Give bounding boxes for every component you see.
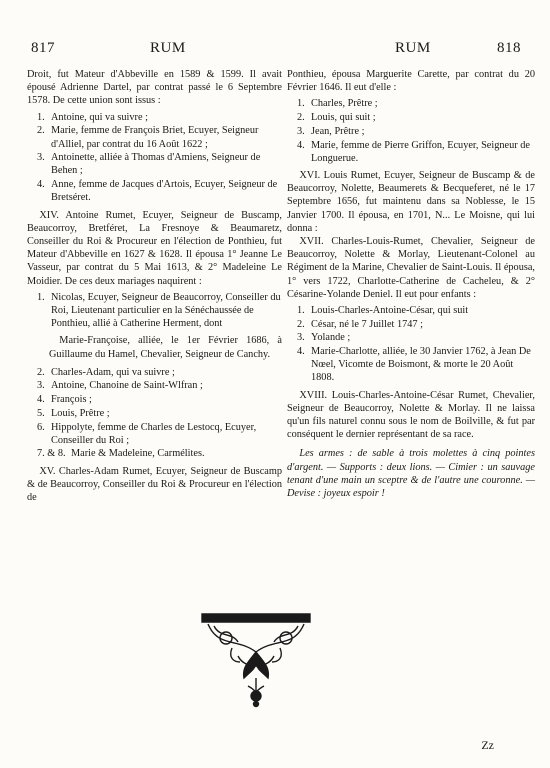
generation-xviii-paragraph: XVIII. Louis-Charles-Antoine-César Rumet, Chevalier, Seigneur de Beaucorroy, Nolette & Morlay. Il ne laissa qu'un fils naturel connu sous le nom de Boilville, & fut par conséquent le dernier représentant de sa race.	[287, 389, 535, 441]
list-item: 6. Hippolyte, femme de Charles de Lestocq, Ecuyer, Conseiller du Roi ;	[37, 421, 257, 446]
grandchild-entry: Marie-Françoise, alliée, le 1er Février 1686, à Guillaume du Hamel, Chevalier, Seigneur de Canchy.	[49, 335, 282, 360]
right-page-number: 818	[497, 40, 521, 56]
list-item: 2. Louis, qui suit ;	[297, 112, 376, 124]
left-column	[27, 68, 282, 504]
list-item: 3. Antoinette, alliée à Thomas d'Amiens, Seigneur de Behen ;	[37, 152, 261, 177]
children-list-3	[287, 97, 535, 165]
right-column	[287, 68, 535, 500]
generation-xiv-paragraph: XIV. Antoine Rumet, Ecuyer, Seigneur de Buscamp, Beaucorroy, Bretféret, La Fresnoye & Beaumaretz, Conseiller du Roi & Procureur en l'élection de Ponthieu, fut Mateur d'Abbeville en 1627 & 1628. Il épousa 1° Jeanne Le Vasseur, par contrat du 5 Mai 1613, & 2° Madeleine Le Moidier. De ces deux mariages naquirent :	[27, 209, 282, 287]
right-running-title: RUM	[395, 40, 431, 56]
left-page-number: 817	[31, 40, 55, 56]
list-item: 1. Louis-Charles-Antoine-César, qui suit	[297, 304, 469, 316]
left-intro-paragraph: Droit, fut Mateur d'Abbeville en 1589 & 1599. Il avait épousé Adrienne Dartel, par contrat passé le 6 Septembre 1578. De cette union sont issus :	[27, 69, 282, 107]
list-item: 7. & 8. Marie & Madeleine, Carmélites.	[37, 448, 205, 460]
list-item: 1. Antoine, qui va suivre ;	[37, 111, 148, 123]
children-list-1	[27, 111, 282, 205]
list-item: 1. Nicolas, Ecuyer, Seigneur de Beaucorroy, Conseiller du Roi, Lieutenant particulier en la Sénéchaussée de Ponthieu, allié à Catherine Herment, dont	[37, 291, 281, 330]
list-item: 4. Marie-Charlotte, alliée, le 30 Janvier 1762, à Jean De Nœel, Vicomte de Boismont, & morte le 20 Août 1808.	[297, 346, 531, 384]
list-item: 2. César, né le 7 Juillet 1747 ;	[297, 318, 423, 330]
coat-of-arms-paragraph: Les armes : de sable à trois molettes à cinq pointes d'argent. — Supports : deux lions. — Cimier : un sauvage tenant d'une main un sceptre & de l'autre une couronne. — Devise : joyeux espoir !	[287, 448, 535, 500]
left-running-title: RUM	[150, 40, 186, 56]
list-item: 4. Anne, femme de Jacques d'Artois, Ecuyer, Seigneur de Bretséret.	[37, 179, 278, 204]
list-item: 1. Charles, Prêtre ;	[297, 98, 378, 110]
list-item: 3. Yolande ;	[297, 332, 351, 344]
generation-xv-paragraph: XV. Charles-Adam Rumet, Ecuyer, Seigneur de Buscamp & de Beaucorroy, Conseiller du Roi & Procureur en l'élection de	[27, 465, 282, 504]
list-item: 5. Louis, Prêtre ;	[37, 407, 110, 419]
generation-xvii-paragraph: XVII. Charles-Louis-Rumet, Chevalier, Seigneur de Beaucorroy, Nolette & Morlay, Lieutenant-Colonel au Régiment de la Marine, Chevalier de Saint-Louis. Il épousa, 1° vers 1722, Charlotte-Catherine de Cacheleu, & 2° Césarine-Yolande Deniel. Il eut pour enfants :	[287, 235, 535, 300]
ornament-vignette-icon	[198, 608, 314, 708]
signature-mark: Zz	[481, 738, 494, 752]
generation-xvi-paragraph: XVI. Louis Rumet, Ecuyer, Seigneur de Buscamp & de Beaucorroy, Nolette, Beaumerets & Becqueferet, né le 17 Septembre 1656, fut maintenu dans sa Noblesse, le 15 Janvier 1700. Il épousa, en 1701, N... Le Moisne, qui lui donna :	[287, 169, 535, 234]
list-item: 4. François ;	[37, 394, 92, 406]
list-item: 4. Marie, femme de Pierre Griffon, Ecuyer, Seigneur de Longuerue.	[297, 139, 530, 164]
list-item: 3. Antoine, Chanoine de Saint-Wlfran ;	[37, 380, 203, 392]
list-item: 2. Marie, femme de François Briet, Ecuyer, Seigneur d'Alliel, par contrat du 16 Août 1622 ;	[37, 125, 259, 150]
list-item: 3. Jean, Prêtre ;	[297, 125, 365, 137]
children-list-2a	[27, 291, 282, 331]
children-list-2b	[27, 366, 282, 461]
right-intro-paragraph: Ponthieu, épousa Marguerite Carette, par contrat du 20 Février 1646. Il eut d'elle :	[287, 69, 535, 94]
list-item: 2. Charles-Adam, qui va suivre ;	[37, 366, 175, 378]
children-list-4	[287, 304, 535, 385]
